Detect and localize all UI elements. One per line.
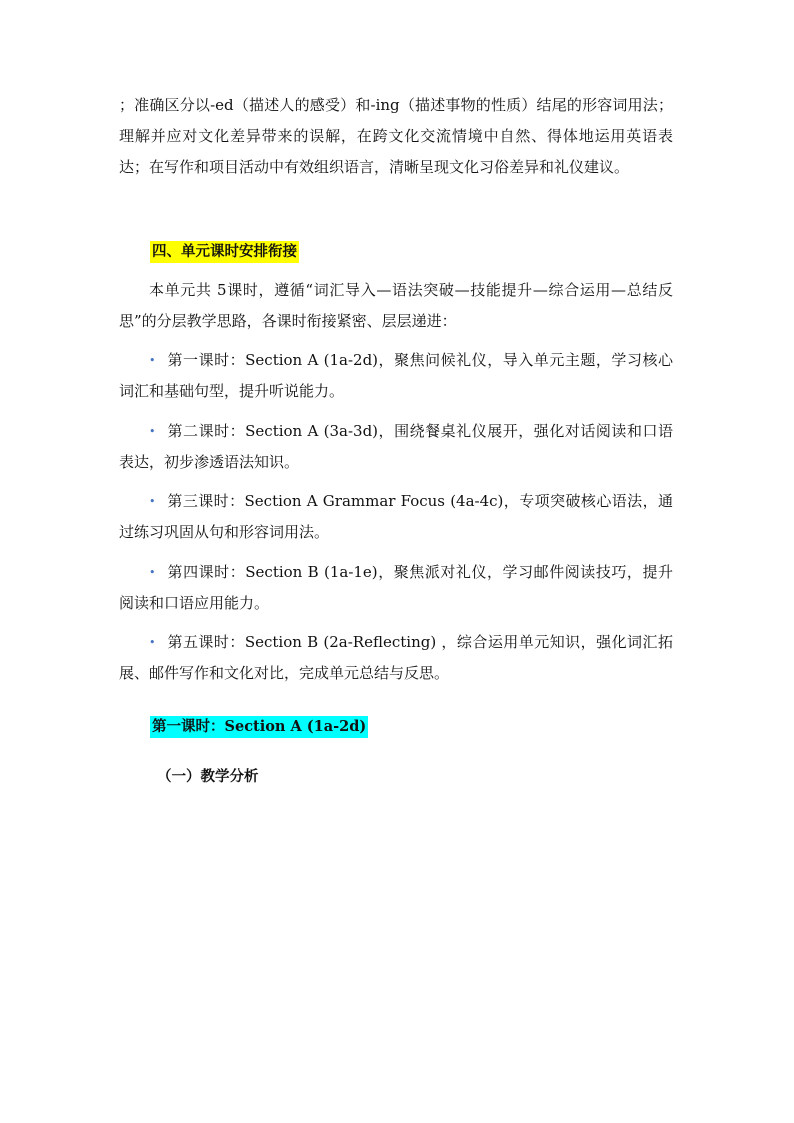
lesson-text: 第四课时：Section B (1a-1e)，聚焦派对礼仪，学习邮件阅读技巧，提升阅读和口语应用能力。 [119,563,673,612]
lesson-text: 第三课时：Section A Grammar Focus (4a-4c)，专项突破核心语法，通过练习巩固从句和形容词用法。 [119,492,673,541]
section-heading-schedule: 四、单元课时安排衔接 [150,241,299,263]
bullet-icon: • [149,566,156,579]
lesson-list-item [119,557,673,619]
overview-paragraph: 本单元共 5课时，遵循“词汇导入—语法突破—技能提升—综合运用—总结反思”的分层教学思路，各课时衔接紧密、层层递进： [119,281,673,330]
lesson-list-item [119,486,673,548]
bullet-icon: • [149,636,156,649]
lesson-text: 第一课时：Section A (1a-2d)，聚焦问候礼仪，导入单元主题，学习核心词汇和基础句型，提升听说能力。 [119,351,673,400]
lesson-list-item [119,416,673,478]
bullet-icon: • [149,425,156,438]
lesson-list-item [119,345,673,407]
intro-paragraph: ；准确区分以-ed（描述人的感受）和-ing（描述事物的性质）结尾的形容词用法；理解并应对文化差异带来的误解，在跨文化交流情境中自然、得体地运用英语表达；在写作和项目活动中有效组织语言，清晰呈现文化习俗差异和礼仪建议。 [119,96,673,176]
lesson-text: 第五课时：Section B (2a-Reflecting) ，综合运用单元知识，强化词汇拓展、邮件写作和文化对比，完成单元总结与反思。 [119,633,673,682]
bullet-icon: • [149,354,156,367]
lesson-text: 第二课时：Section A (3a-3d)，围绕餐桌礼仪展开，强化对话阅读和口语表达，初步渗透语法知识。 [119,422,673,471]
lesson-heading: 第一课时：Section A (1a-2d) [150,716,368,738]
lesson-list-item [119,627,673,689]
bullet-icon: • [149,495,156,508]
subheading-teaching-analysis: （一）教学分析 [157,768,259,785]
